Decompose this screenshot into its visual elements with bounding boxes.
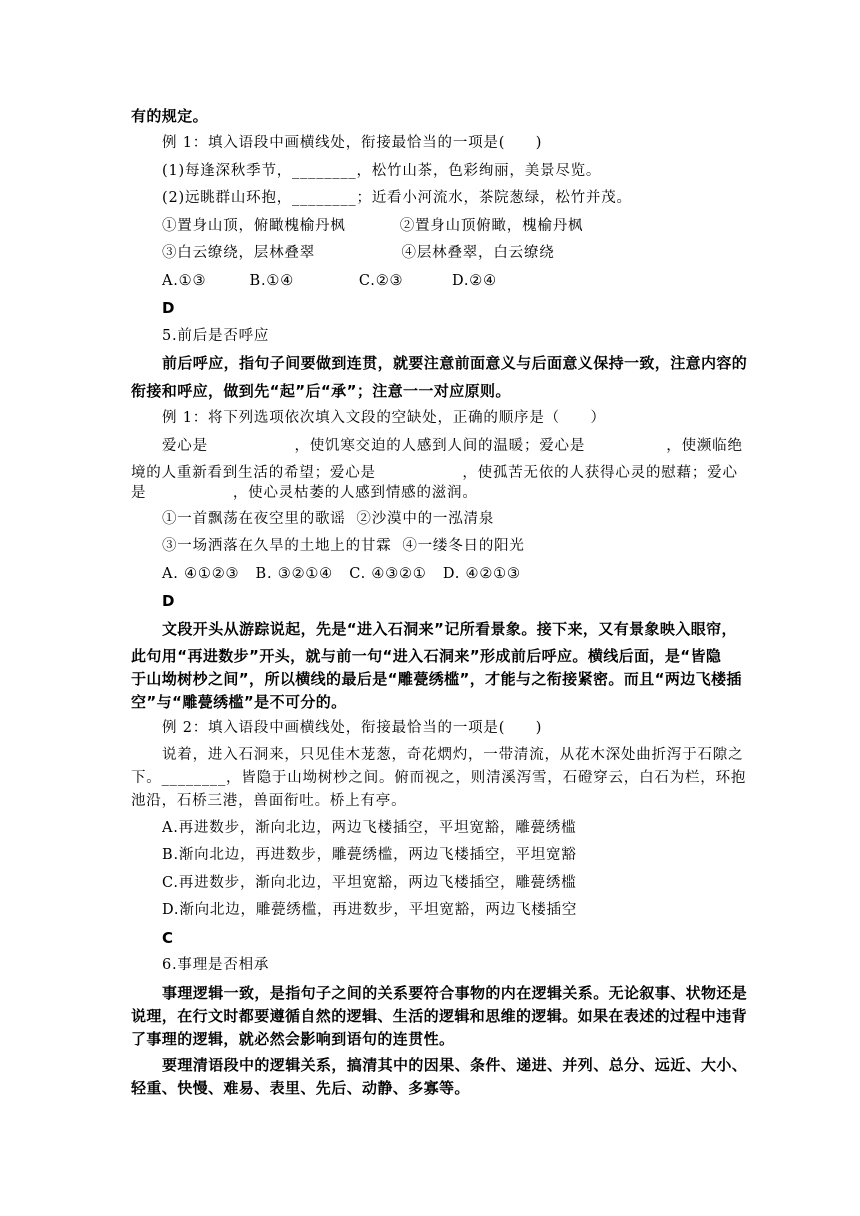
text-line: 空”与“雕甍绣槛”是不可分的。: [131, 693, 347, 711]
option-line: D.渐向北边，雕甍绣槛，再进数步，平坦宽豁，两边飞楼插空: [162, 902, 578, 918]
text-line: 轻重、快慢、难易、表里、先后、动静、多寡等。: [131, 1079, 470, 1097]
text-line: 衔接和呼应，做到先“起”后“承”；注意一一对应原则。: [131, 382, 511, 400]
section-heading: 5.前后是否呼应: [162, 328, 270, 344]
option-line: ①一首飘荡在夜空里的歌谣 ②沙漠中的一泓清泉: [162, 511, 495, 527]
answer: D: [162, 592, 175, 610]
example-heading: 例 1：将下列选项依次填入文段的空缺处，正确的顺序是（ ）: [162, 410, 606, 426]
text-line: 文段开头从游踪说起，先是“进入石洞来”记所看景象。接下来，又有景象映入眼帘，: [162, 620, 737, 638]
text-line: (1)每逢深秋季节，________，松竹山茶，色彩绚丽，美景尽览。: [162, 163, 602, 179]
option-line: ①置身山顶，俯瞰槐榆丹枫 ②置身山顶俯瞰，槐榆丹枫: [162, 218, 584, 234]
answer-choices: A.①③ B.①④ C.②③ D.②④: [162, 273, 497, 289]
text-line: 有的规定。: [131, 107, 209, 125]
option-line: ③白云缭绕，层林叠翠 ④层林叠翠，白云缭绕: [162, 245, 555, 261]
option-line: C.再进数步，渐向北边，平坦宽豁，两边飞楼插空，雕甍绣槛: [162, 875, 577, 891]
option-line: A.再进数步，渐向北边，两边飞楼插空，平坦宽豁，雕甍绣槛: [162, 820, 577, 836]
text-line: 说理，在行文时都要遵循自然的逻辑、生活的逻辑和思维的逻辑。如果在表述的过程中违背: [131, 1007, 748, 1025]
example-heading: 例 2：填入语段中画横线处，衔接最恰当的一项是( ): [162, 720, 543, 736]
answer: D: [162, 299, 175, 317]
text-line: 此句用“再进数步”开头，就与前一句“进入石洞来”形成前后呼应。横线后面，是“皆隐: [131, 647, 722, 665]
section-heading: 6.事理是否相承: [162, 957, 270, 973]
answer: C: [162, 929, 174, 947]
text-line: 了事理的逻辑，就必然会影响到语句的连贯性。: [131, 1030, 455, 1048]
text-line: 下。________，皆隐于山坳树杪之间。俯而视之，则清溪泻雪，石磴穿云，白石为栏，环抱: [131, 770, 747, 786]
text-line: 前后呼应，指句子间要做到连贯，就要注意前面意义与后面意义保持一致，注意内容的: [162, 354, 748, 372]
text-line: 是 ，使心灵枯萎的人感到情感的滋润。: [131, 485, 478, 501]
option-line: B.渐向北边，再进数步，雕甍绣槛，两边飞楼插空，平坦宽豁: [162, 847, 577, 863]
text-line: 要理清语段中的逻辑关系，搞清其中的因果、条件、递进、并列、总分、远近、大小、: [162, 1056, 748, 1074]
text-line: 池沿，石桥三港，兽面衔吐。桥上有亭。: [131, 793, 407, 809]
text-line: 爱心是 ，使饥寒交迫的人感到人间的温暖；爱心是 ，使濒临绝: [162, 438, 743, 454]
text-line: 说着，进入石洞来，只见佳木茏葱，奇花熌灼，一带清流，从花木深处曲折泻于石隙之: [162, 747, 744, 763]
text-line: 境的人重新看到生活的希望；爱心是 ，使孤苦无依的人获得心灵的慰藉；爱心: [131, 465, 738, 481]
example-heading: 例 1：填入语段中画横线处，衔接最恰当的一项是( ): [162, 135, 543, 151]
text-line: 于山坳树杪之间”，所以横线的最后是“雕甍绣槛”，才能与之衔接紧密。而且“两边飞楼插: [131, 670, 742, 688]
text-line: 事理逻辑一致，是指句子之间的关系要符合事物的内在逻辑关系。无论叙事、状物还是: [162, 984, 748, 1002]
option-line: ③一场洒落在久旱的土地上的甘霖 ④一缕冬日的阳光: [162, 538, 525, 554]
text-line: (2)远眺群山环抱，________；近看小河流水，茶院葱绿，松竹并茂。: [162, 190, 632, 206]
answer-choices: A. ④①②③ B. ③②①④ C. ④③②① D. ④②①③: [162, 566, 521, 582]
